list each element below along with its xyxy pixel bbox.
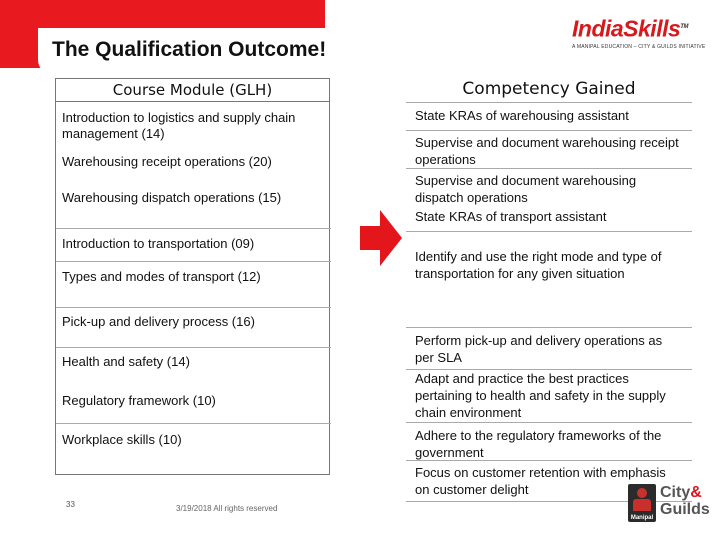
manipal-figure-icon [628,484,656,522]
competency-row: Supervise and document warehousing dispatch operations [406,168,692,206]
competency-body [406,103,692,502]
indiaskills-logo [572,14,706,50]
competency-row: Adhere to the regulatory frameworks of the government [406,422,692,461]
slide-title: The Qualification Outcome! [52,38,327,61]
competency-row: State KRAs of warehousing assistant [415,108,629,123]
course-module-row: Workplace skills (10) [56,423,331,448]
logo-city-text: City [660,484,691,501]
course-module-header: Course Module (GLH) [55,78,330,101]
competency-row: Perform pick-up and delivery operations as per SLA [406,327,692,366]
manipal-label: Manipal [630,515,654,521]
course-module-row: Pick-up and delivery process (16) [56,307,331,330]
logo-tm: TM [680,24,688,30]
logo-india-text: India [572,15,624,42]
logo-skills-text: Skills [623,15,681,42]
competency-row: Identify and use the right mode and type of transportation for any given situation [406,231,692,282]
logo-guilds-text: Guilds [660,501,710,518]
competency-table [406,76,692,502]
footer-text: 3/19/2018 All rights reserved [176,504,278,513]
course-module-row: Types and modes of transport (12) [56,261,331,285]
course-module-body [55,101,330,475]
course-module-row: Introduction to logistics and supply chain management (14) [62,110,296,141]
course-module-row: Health and safety (14) [56,347,331,370]
right-arrow-icon [360,210,402,266]
competency-row: Supervise and document warehousing receipt operations [406,130,692,168]
competency-row: State KRAs of transport assistant [415,209,607,224]
competency-header: Competency Gained [406,76,692,103]
course-module-row: Introduction to transportation (09) [56,228,331,252]
competency-row: Focus on customer retention with emphasis on customer delight [406,460,692,498]
course-module-row: Warehousing dispatch operations (15) [62,190,282,205]
course-module-row: Regulatory framework (10) [62,393,216,408]
course-module-row: Warehousing receipt operations (20) [62,154,272,169]
logo-amp-text: & [690,484,702,501]
page-number: 33 [66,500,75,509]
course-module-table [55,78,330,475]
competency-row: Adapt and practice the best practices pertaining to health and safety in the supply chain environment [406,369,692,421]
city-and-guilds-logo [628,484,708,524]
logo-tagline: A MANIPAL EDUCATION – CITY & GUILDS INITIATIVE [572,43,706,50]
